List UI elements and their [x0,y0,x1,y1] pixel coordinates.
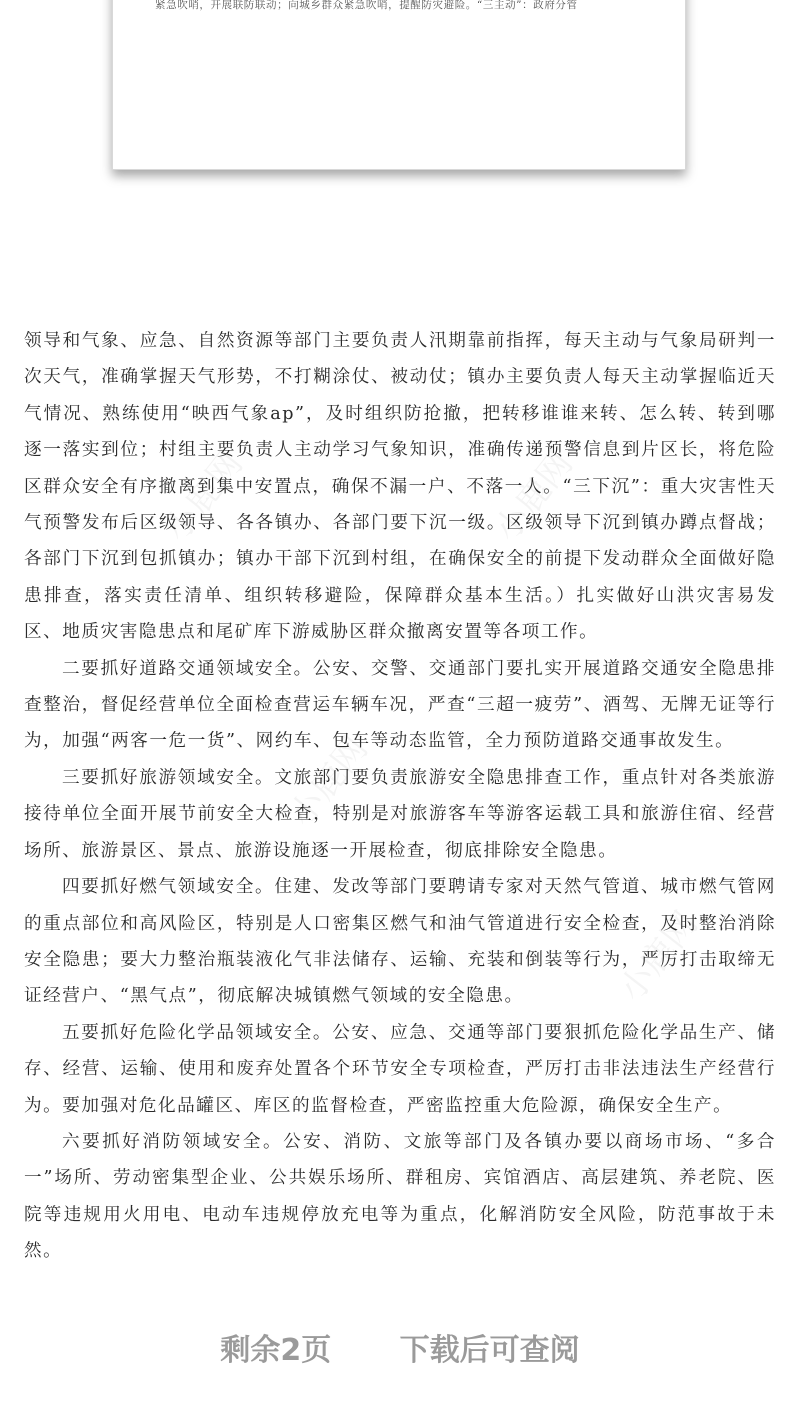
paragraph: 领导和气象、应急、自然资源等部门主要负责人汛期靠前指挥，每天主动与气象局研判一次天气，准确掌握天气形势，不打糊涂仗、被动仗；镇办主要负责人每天主动掌握临近天气情况、熟练使用“映西气象ap”，及时组织防抢撤，把转移谁谁来转、怎么转、转到哪逐一落实到位；村组主要负责人主动学习气象知识，准确传递预警信息到片区长，将危险区群众安全有序撤离到集中安置点，确保不漏一户、不落一人。“三下沉”：重大灾害性天气预警发布后区级领导、各各镇办、各部门要下沉一级。区级领导下沉到镇办蹲点督战；各部门下沉到包抓镇办；镇办干部下沉到村组，在确保安全的前提下发动群众全面做好隐患排查，落实责任清单、组织转移避险，保障群众基本生活。）扎实做好山洪灾害易发区、地质灾害隐患点和尾矿库下游威胁区群众撤离安置等各项工作。 [24,331,776,643]
download-prompt[interactable] [0,1325,800,1369]
watermark: 小鹿网 [281,729,376,835]
watermark: 小鹿网 [156,444,251,550]
preview-page-card [112,0,686,170]
download-hint-label: 下载后可查阅 [399,1333,580,1368]
document-body [24,323,776,1270]
paragraph: 二要抓好道路交通领域安全。公安、交警、交通部门要扎实开展道路交通安全隐患排查整治，督促经营单位全面检查营运车辆车况，严查“三超一疲劳”、酒驾、无牌无证等行为，加强“两客一危一货”、网约车、包车等动态监管，全力预防道路交通事故发生。 [24,658,776,752]
paragraph: 四要抓好燃气领域安全。住建、发改等部门要聘请专家对天然气管道、城市燃气管网的重点部位和高风险区，特别是人口密集区燃气和油气管道进行安全检查，及时整治消除安全隐患；要大力整治瓶装液化气非法储存、运输、充装和倒装等行为，严厉打击取缔无证经营户、“黑气点”，彻底解决城镇燃气领域的安全隐患。 [24,877,776,1007]
watermark: 小鹿网 [611,904,706,1010]
remaining-pages-label: 剩余2页 [220,1333,332,1368]
paragraph: 三要抓好旅游领域安全。文旅部门要负责旅游安全隐患排查工作，重点针对各类旅游接待单位全面开展节前安全大检查，特别是对旅游客车等游客运载工具和旅游住宿、经营场所、旅游景区、景点、旅游设施逐一开展检查，彻底排除安全隐患。 [24,767,776,861]
watermark: 小鹿网 [486,444,581,550]
paragraph: 六要抓好消防领域安全。公安、消防、文旅等部门及各镇办要以商场市场、“多合一”场所、劳动密集型企业、公共娱乐场所、群租房、宾馆酒店、高层建筑、养老院、医院等违规用火用电、电动车违规停放充电等为重点，化解消防安全风险，防范事故于未然。 [24,1131,776,1262]
preview-line: 紧急吹哨，开展联防联动；向城乡群众紧急吹哨，提醒防灾避险。“三主动”：政府分管 [155,0,578,11]
paragraph: 五要抓好危险化学品领域安全。公安、应急、交通等部门要狠抓危险化学品生产、储存、经营、运输、使用和废弃处置各个环节安全专项检查，严厉打击非法违法生产经营行为。要加强对危化品罐区、库区的监督检查，严密监控重大危险源，确保安全生产。 [24,1022,776,1116]
